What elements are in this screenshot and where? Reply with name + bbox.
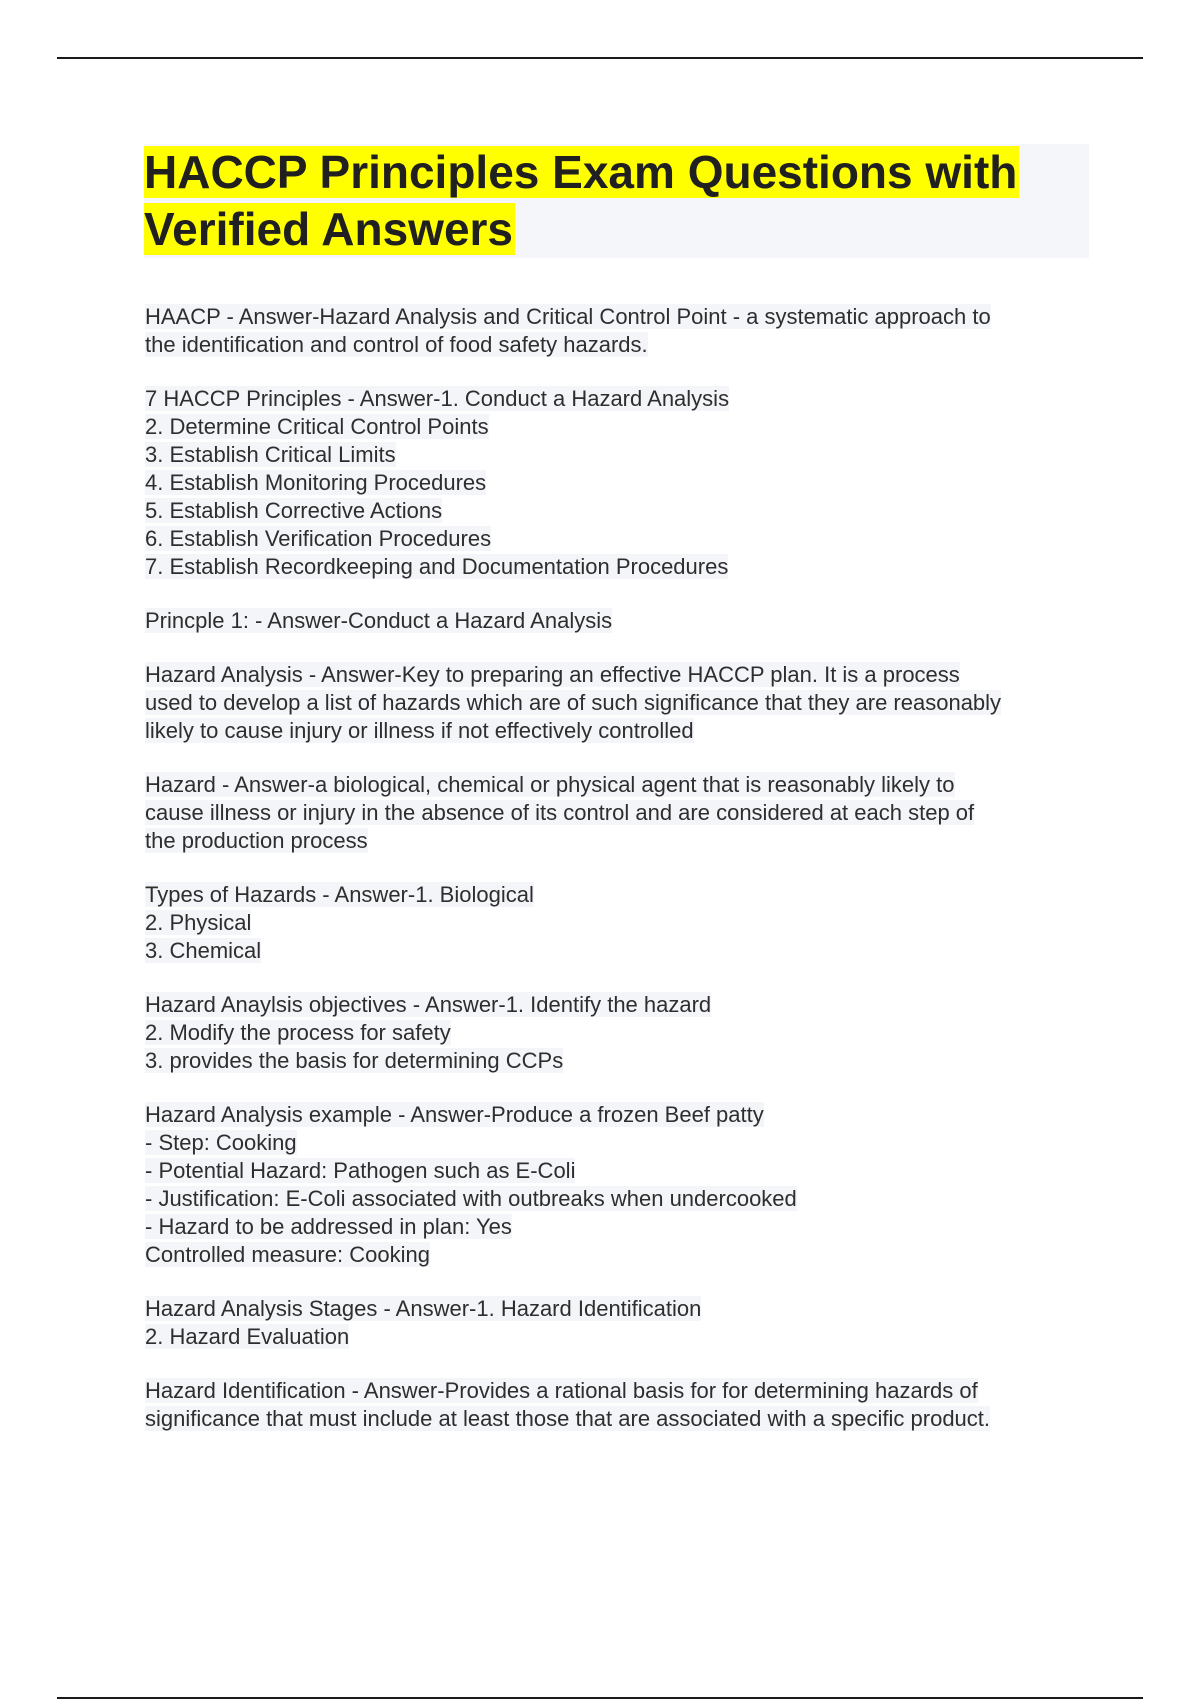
qa-entry-hazard-analysis	[145, 661, 1095, 745]
text-line: 3. Establish Critical Limits	[145, 442, 396, 467]
text-line: the identification and control of food safety hazards.	[145, 332, 648, 357]
text-line: 4. Establish Monitoring Procedures	[145, 470, 487, 495]
text-line: used to develop a list of hazards which are of such significance that they are reasonably	[145, 690, 1002, 715]
title-block	[144, 144, 1089, 258]
text-line: Hazard Analysis - Answer-Key to preparing an effective HACCP plan. It is a process	[145, 662, 960, 687]
qa-content	[145, 303, 1095, 1459]
text-line: Hazard Identification - Answer-Provides a rational basis for for determining hazards of	[145, 1378, 978, 1403]
text-line: Princple 1: - Answer-Conduct a Hazard Analysis	[145, 608, 613, 633]
text-line: 7. Establish Recordkeeping and Documentation Procedures	[145, 554, 729, 579]
text-line: Hazard Anaylsis objectives - Answer-1. Identify the hazard	[145, 992, 712, 1017]
text-line: 3. Chemical	[145, 938, 262, 963]
qa-entry-7-principles	[145, 385, 1095, 581]
text-line: 5. Establish Corrective Actions	[145, 498, 443, 523]
qa-entry-analysis-stages	[145, 1295, 1095, 1351]
text-line: - Justification: E-Coli associated with outbreaks when undercooked	[145, 1186, 797, 1211]
text-line: significance that must include at least those that are associated with a specific product.	[145, 1406, 991, 1431]
text-line: Hazard - Answer-a biological, chemical or physical agent that is reasonably likely to	[145, 772, 955, 797]
text-line: likely to cause injury or illness if not effectively controlled	[145, 718, 694, 743]
qa-entry-types-of-hazards	[145, 881, 1095, 965]
qa-entry-analysis-objectives	[145, 991, 1095, 1075]
qa-entry-hazard	[145, 771, 1095, 855]
qa-entry-principle-1	[145, 607, 1095, 635]
text-line: - Step: Cooking	[145, 1130, 297, 1155]
text-line: 2. Hazard Evaluation	[145, 1324, 350, 1349]
text-line: 7 HACCP Principles - Answer-1. Conduct a Hazard Analysis	[145, 386, 730, 411]
text-line: Hazard Analysis example - Answer-Produce a frozen Beef patty	[145, 1102, 764, 1127]
text-line: Controlled measure: Cooking	[145, 1242, 430, 1267]
text-line: 2. Physical	[145, 910, 252, 935]
title-line-2: Verified Answers	[144, 203, 514, 255]
bottom-rule	[57, 1697, 1143, 1699]
top-rule	[57, 57, 1143, 59]
text-line: 2. Determine Critical Control Points	[145, 414, 489, 439]
text-line: 6. Establish Verification Procedures	[145, 526, 492, 551]
title-line-1: HACCP Principles Exam Questions with	[144, 146, 1018, 198]
text-line: cause illness or injury in the absence of its control and are considered at each step of	[145, 800, 975, 825]
qa-entry-analysis-example	[145, 1101, 1095, 1269]
text-line: - Potential Hazard: Pathogen such as E-Coli	[145, 1158, 576, 1183]
page-title	[144, 144, 1089, 258]
text-line: Types of Hazards - Answer-1. Biological	[145, 882, 534, 907]
text-line: - Hazard to be addressed in plan: Yes	[145, 1214, 512, 1239]
qa-entry-hazard-identification	[145, 1377, 1095, 1433]
qa-entry-haacp	[145, 303, 1095, 359]
text-line: Hazard Analysis Stages - Answer-1. Hazard Identification	[145, 1296, 702, 1321]
text-line: HAACP - Answer-Hazard Analysis and Critical Control Point - a systematic approach to	[145, 304, 991, 329]
text-line: 2. Modify the process for safety	[145, 1020, 451, 1045]
text-line: the production process	[145, 828, 368, 853]
text-line: 3. provides the basis for determining CCPs	[145, 1048, 564, 1073]
